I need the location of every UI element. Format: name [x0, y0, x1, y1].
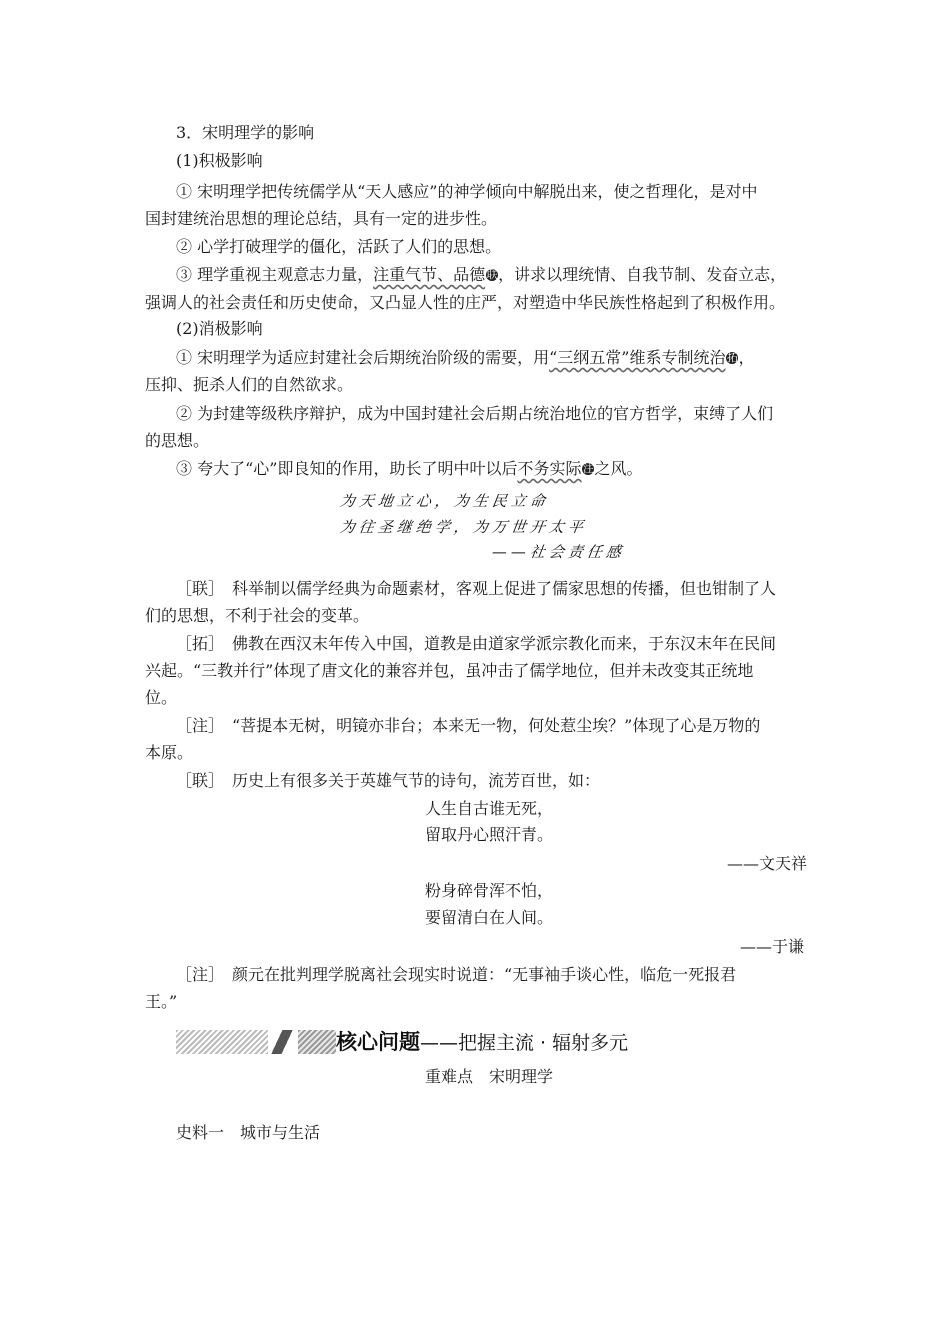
poem-2-line-2: 要留清白在人间。 — [425, 908, 554, 927]
source-label: 史料一 城市与生活 — [176, 1123, 321, 1142]
note-tuo-line-2: 兴起。“三教并行”体现了唐文化的兼容并包，虽冲击了儒学地位，但并未改变其正统地 — [145, 661, 754, 680]
negative-3-text-b: 之风。 — [594, 459, 643, 478]
note-lian-2: ［联］ 历史上有很多关于英雄气节的诗句，流芳百世，如： — [176, 771, 601, 790]
poem-1-line-2: 留取丹心照汗青。 — [425, 825, 554, 844]
positive-point-1-line-2: 国封建统治思想的理论总结，具有一定的进步性。 — [145, 209, 498, 228]
poem-2-line-1: 粉身碎骨浑不怕， — [425, 881, 554, 900]
positive-3-text-a: ③ 理学重视主观意志力量， — [176, 265, 374, 284]
positive-point-2: ② 心学打破理学的僵化，活跃了人们的思想。 — [176, 237, 502, 256]
negative-point-1-line-2: 压抑、扼杀人们的自然欲求。 — [145, 375, 354, 394]
poem-1-line-1: 人生自古谁无死， — [425, 799, 554, 818]
lian-mark-icon: 联 — [486, 268, 498, 281]
focus-label: 重难点 宋明理学 — [425, 1067, 554, 1086]
positive-3-text-b: ，讲求以理统情、自我节制、发奋立志， — [498, 265, 787, 284]
banner-title — [336, 1026, 628, 1059]
note-zhu-1-line-2: 本原。 — [145, 743, 194, 762]
negative-3-emphasis: 不务实际 — [517, 459, 582, 478]
positive-point-3-line-2: 强调人的社会责任和历史使命，又凸显人性的庄严，对塑造中华民族性格起到了积极作用。 — [145, 293, 786, 312]
note-lian-1-line-1: ［联］ 科举制以儒学经典为命题素材，客观上促进了儒家思想的传播，但也钳制了人 — [176, 579, 777, 598]
negative-point-3 — [176, 458, 642, 480]
negative-1-emphasis: “三纲五常”维系专制统治 — [549, 348, 726, 367]
banner-title-main: 核心问题 — [336, 1030, 420, 1054]
positive-heading: (1)积极影响 — [176, 151, 263, 170]
note-zhu-1-line-1: ［注］ “菩提本无树，明镜亦非台；本来无一物，何处惹尘埃？”体现了心是万物的 — [176, 716, 761, 735]
negative-point-2-line-2: 的思想。 — [145, 431, 210, 450]
banner-stripes-decoration — [176, 1030, 268, 1054]
negative-heading: (2)消极影响 — [176, 319, 263, 338]
poem-1-author: ——文天祥 — [727, 854, 808, 873]
section-heading: 3．宋明理学的影响 — [176, 123, 315, 142]
note-tuo-line-1: ［拓］ 佛教在西汉末年传入中国，道教是由道家学派宗教化而来，于东汉末年在民间 — [176, 634, 777, 653]
banner-title-sub: ——把握主流 · 辐射多元 — [420, 1032, 629, 1054]
negative-3-text-a: ③ 夸大了“心”即良知的作用，助长了明中叶以后 — [176, 459, 518, 478]
calligraphy-line-2: 为往圣继绝学，为万世开太平 — [338, 518, 589, 536]
note-lian-1-line-2: 们的思想，不利于社会的变革。 — [145, 606, 370, 625]
negative-point-2-line-1: ② 为封建等级秩序辩护，成为中国封建社会后期占统治地位的官方哲学，束缚了人们 — [176, 404, 774, 423]
negative-1-text-b: ， — [738, 348, 755, 367]
negative-point-1-line-1 — [176, 347, 754, 369]
note-zhu-2-line-1: ［注］ 颜元在批判理学脱离社会现实时说道：“无事袖手谈心性，临危一死报君 — [176, 965, 737, 984]
banner-slash-decoration — [268, 1030, 298, 1054]
positive-3-emphasis: 注重气节、品德 — [373, 265, 486, 284]
banner-bar-decoration — [298, 1030, 336, 1054]
calligraphy-line-3: ——社会责任感 — [490, 543, 627, 561]
section-banner — [176, 1026, 776, 1058]
zhu-mark-icon: 注 — [582, 462, 594, 475]
calligraphy-line-1: 为天地立心，为生民立命 — [338, 492, 551, 510]
tuo-mark-icon: 拓 — [726, 351, 738, 364]
poem-2-author: ——于谦 — [740, 937, 805, 956]
note-zhu-2-line-2: 王。” — [145, 992, 178, 1011]
negative-1-text-a: ① 宋明理学为适应封建社会后期统治阶级的需要，用 — [176, 348, 550, 367]
note-tuo-line-3: 位。 — [145, 688, 178, 707]
positive-point-1-line-1: ① 宋明理学把传统儒学从“天人感应”的神学倾向中解脱出来，使之哲理化，是对中 — [176, 182, 758, 201]
positive-point-3-line-1 — [176, 264, 786, 286]
